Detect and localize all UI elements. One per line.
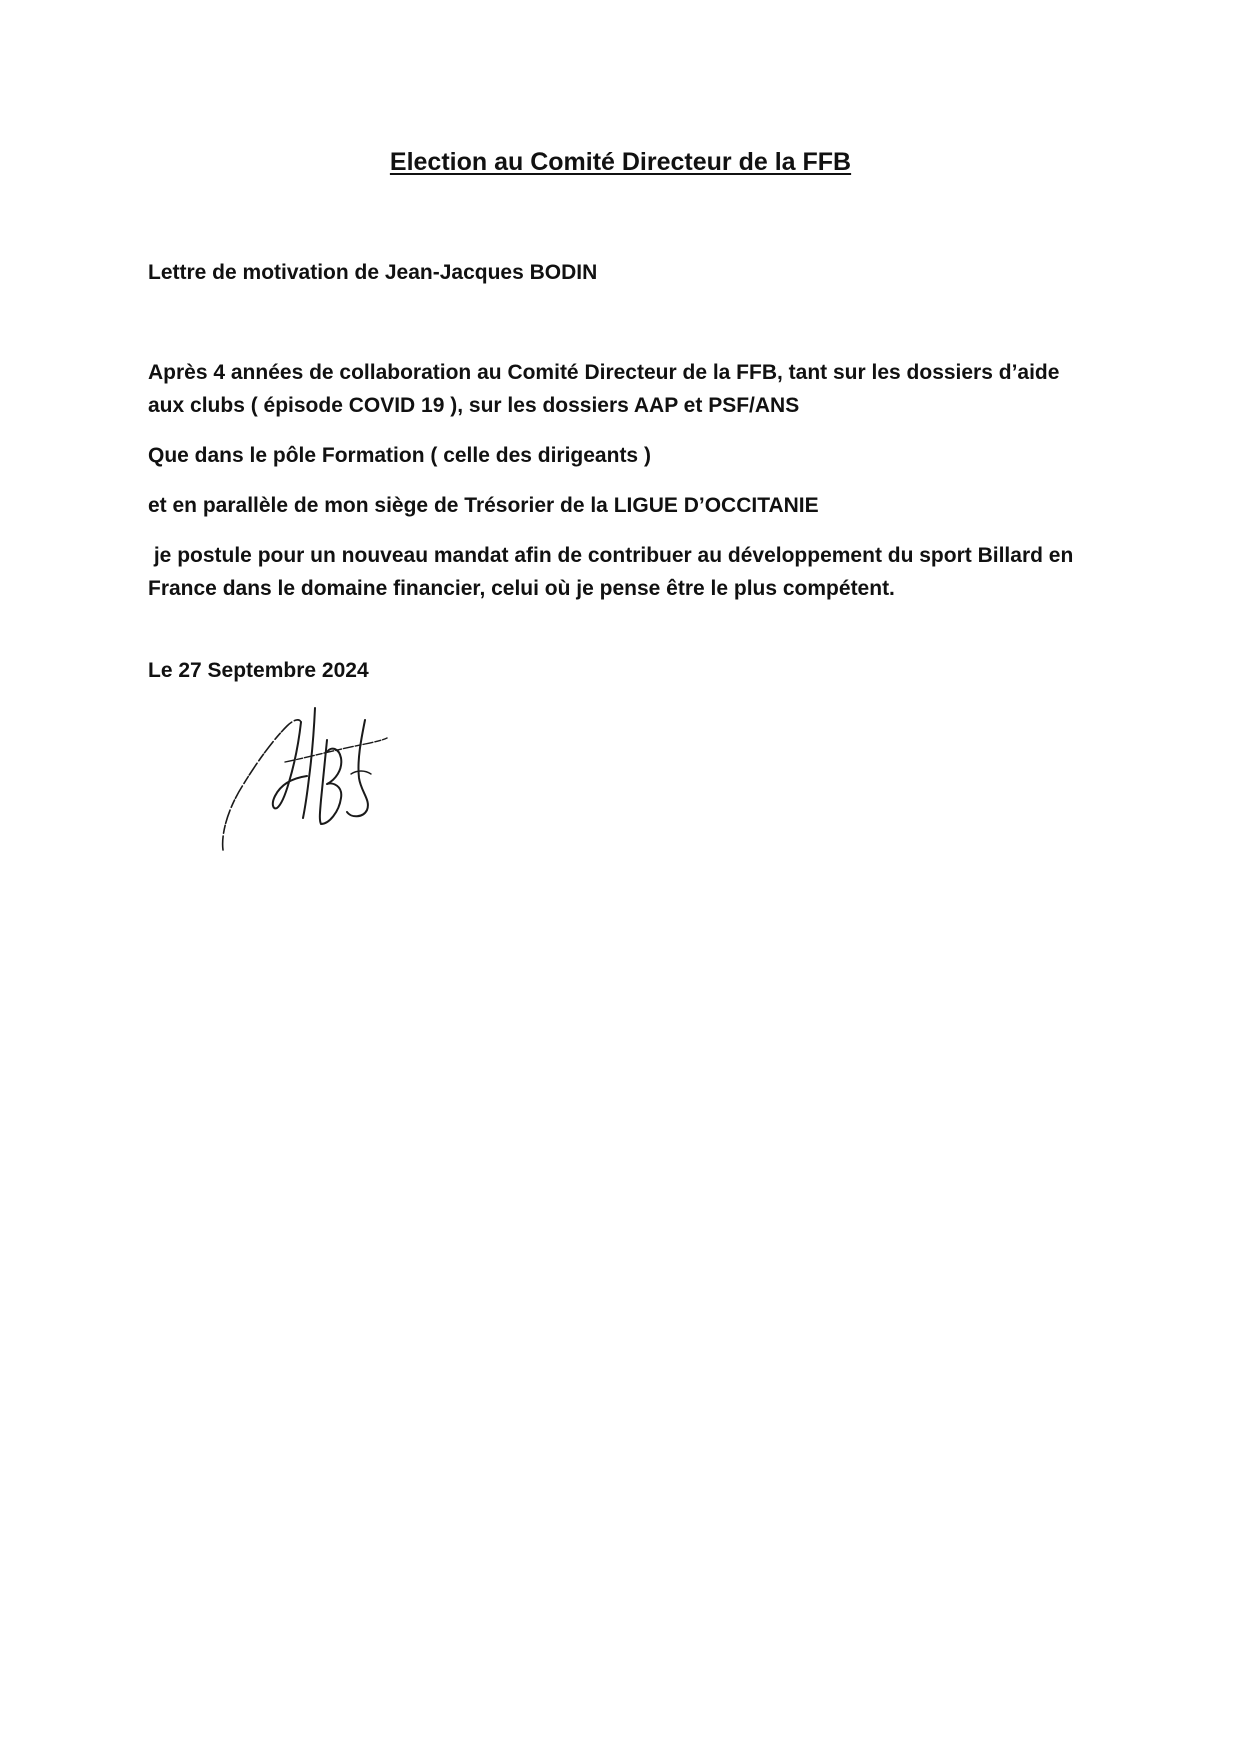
paragraph-collaboration: Après 4 années de collaboration au Comité Directeur de la FFB, tant sur les dossiers d’aide aux clubs ( épisode COVID 19 ), sur les dossiers AAP et PSF/ANS (148, 361, 1066, 417)
signature-image (215, 700, 445, 860)
paragraph-formation: Que dans le pôle Formation ( celle des dirigeants ) (148, 444, 651, 467)
document-subtitle: Lettre de motivation de Jean-Jacques BODIN (148, 261, 598, 284)
paragraph-candidature: je postule pour un nouveau mandat afin de contribuer au développement du sport Billard en France dans le domaine financier, celui où je pense être le plus compétent. (148, 544, 1080, 600)
paragraph-tresorier: et en parallèle de mon siège de Trésorier de la LIGUE D’OCCITANIE (148, 494, 819, 517)
document-title: Election au Comité Directeur de la FFB (389, 148, 852, 176)
document-date: Le 27 Septembre 2024 (148, 659, 369, 682)
